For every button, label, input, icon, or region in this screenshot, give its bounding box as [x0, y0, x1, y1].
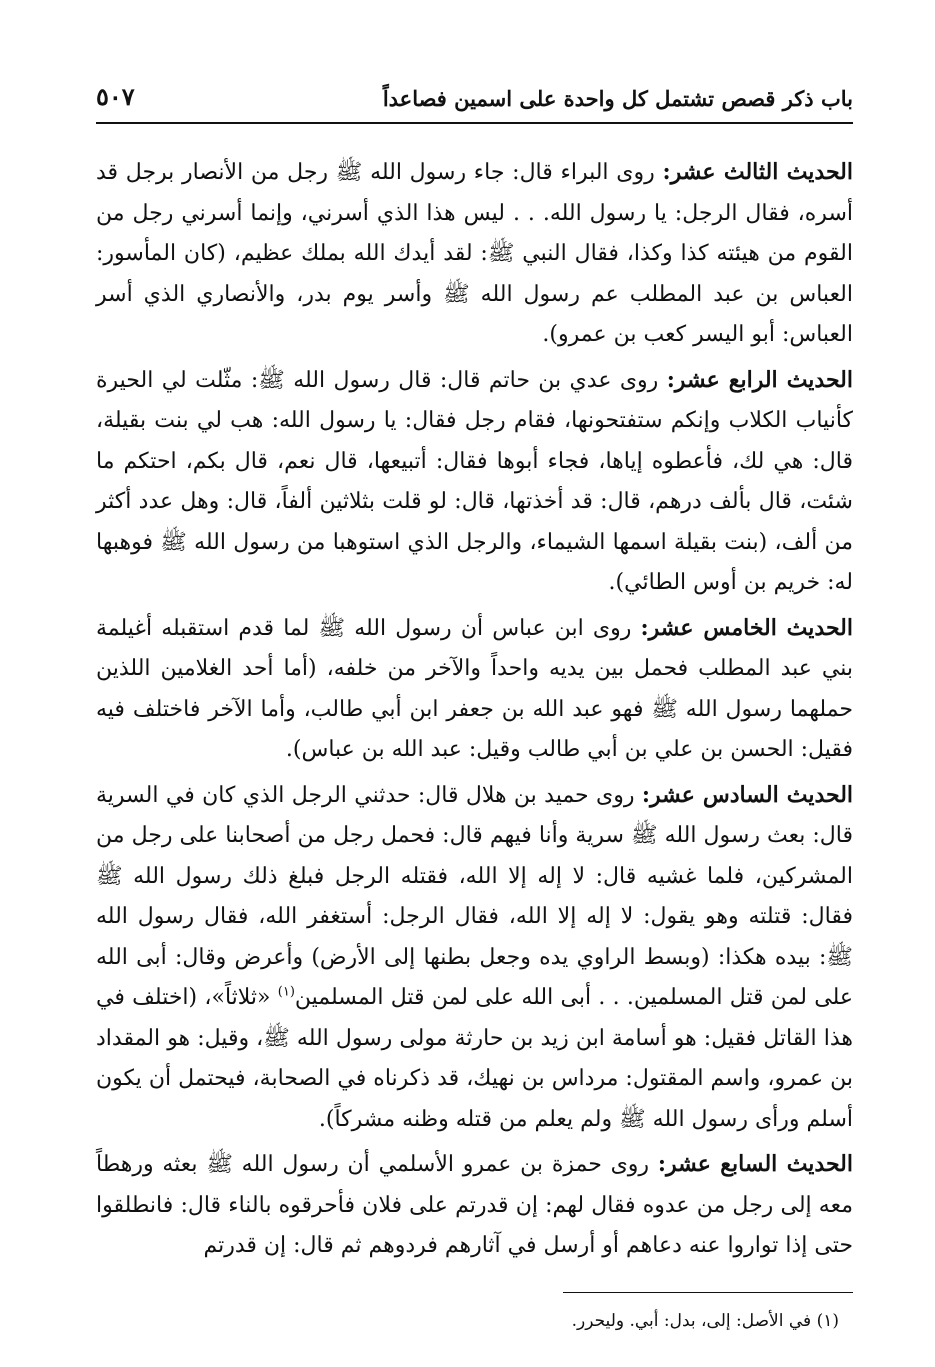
hadith-heading: الحديث الرابع عشر: [666, 366, 853, 393]
footnote: (١) في الأصل: إلى، بدل: أبي. وليحرر. [571, 1311, 839, 1331]
hadith-text: روى حمزة بن عمرو الأسلمي أن رسول الله ﷺ بعثه ورهطاً معه إلى رجل من عدوه فقال لهم: إن قدرتم على فلان فأحرقوه بالناء قال: فانطلقوا حتى إذا تواروا عنه دعاهم أو أرسل في آثارهم فردوهم ثم قال: إن قدرتم [96, 1152, 853, 1258]
footnote-marker: (١) [277, 984, 295, 1000]
hadith-text: روى حميد بن هلال قال: حدثني الرجل الذي كان في السرية قال: بعث رسول الله ﷺ سرية وأنا فيهم قال: فحمل رجل من أصحابنا على رجل من المشركين، فلما غشيه قال: لا إله إلا الله، فقتله الرجل فبلغ ذلك رسول الله ﷺ فقال: قتلته وهو يقول: لا إله إلا الله، فقال الرجل: أستغفر الله، فقال رسول الله ﷺ: بيده هكذا: (وبسط الراوي يده وجعل بطنها إلى الأرض) وأعرض وقال: أبى الله على لمن قتل المسلمين. . . أبى الله على لمن قتل المسلمين [96, 782, 853, 1010]
hadith-heading: الحديث الثالث عشر: [662, 159, 853, 185]
hadith-heading: الحديث السادس عشر: [641, 781, 854, 808]
hadith-heading: الحديث السابع عشر: [657, 1151, 853, 1177]
hadith-paragraph-17 [96, 1144, 853, 1267]
chapter-title: باب ذكر قصص تشتمل كل واحدة على اسمين فصاعداً [382, 86, 853, 111]
hadith-text: روى عدي بن حاتم قال: قال رسول الله ﷺ: مثّلت لي الحيرة كأنياب الكلاب وإنكم ستفتحونها، فقام رجل فقال: يا رسول الله: هب لي بنت بقيلة، قال: هي لك، فأعطوه إياها، فجاء أبوها فقال: أتبيعها، قال نعم، قال بكم، احتكم ما شئت، قال بألف درهم، قال: قد أخذتها، قال: لو قلت بثلاثين ألفاً، قال: وهل عدد أكثر من ألف، (بنت بقيلة اسمها الشيماء، والرجل الذي استوهبا من رسول الله ﷺ فوهبها له: خريم بن أوس الطائي). [96, 367, 853, 595]
hadith-paragraph-13 [96, 152, 853, 356]
hadith-paragraph-14 [96, 360, 853, 604]
page-number: ٥٠٧ [96, 82, 135, 111]
hadith-text: روى ابن عباس أن رسول الله ﷺ لما قدم استقبله أغيلمة بني عبد المطلب فحمل بين يديه واحداً والآخر من خلفه، (أما أحد الغلامين اللذين حملهما رسول الله ﷺ فهو عبد الله بن جعفر ابن أبي طالب، وأما الآخر فاختلف فيه فقيل: الحسن بن علي بن أبي طالب وقيل: عبد الله بن عباس). [96, 615, 853, 762]
footnote-divider [563, 1292, 853, 1293]
hadith-heading: الحديث الخامس عشر: [640, 614, 853, 641]
hadith-paragraph-15 [96, 608, 853, 771]
running-header [96, 82, 853, 124]
hadith-paragraph-16 [96, 775, 853, 1141]
main-text [96, 152, 853, 1267]
hadith-text-continued: «ثلاثاً»، (اختلف في هذا القاتل فقيل: هو أسامة ابن زيد بن حارثة مولى رسول الله ﷺ، وقيل: هو المقداد بن عمرو، واسم المقتول: مرداس بن نهيك، قد ذكرناه في الصحابة، فيحتمل أن يكون أسلم ورأى رسول الله ﷺ ولم يعلم من قتله وظنه مشركاً). [96, 985, 853, 1132]
hadith-text: روى البراء قال: جاء رسول الله ﷺ رجل من الأنصار برجل قد أسره، فقال الرجل: يا رسول الله. . . ليس هذا الذي أسرني، وإنما أسرني رجل من القوم من هيئته كذا وكذا، فقال النبي ﷺ: لقد أيدك الله بملك عظيم، (كان المأسور: العباس بن عبد المطلب عم رسول الله ﷺ وأسر يوم بدر، والأنصاري الذي أسر العباس: أبو اليسر كعب بن عمرو). [96, 160, 853, 347]
